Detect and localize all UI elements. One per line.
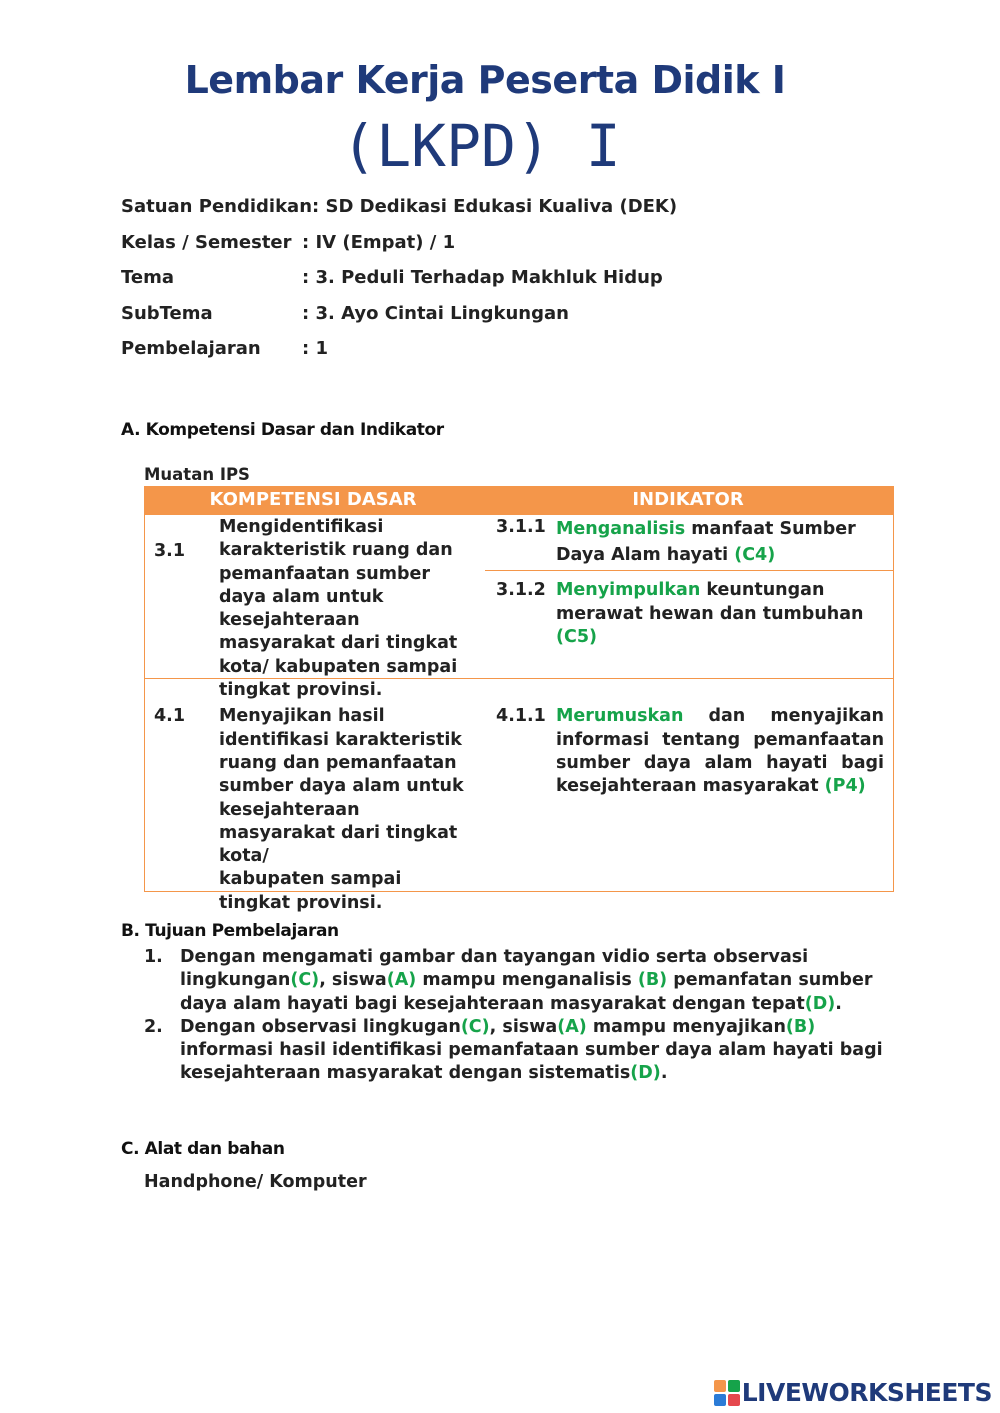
goal-text-part: , siswa [489, 1016, 558, 1037]
indicator-text [552, 702, 894, 915]
info-value: : 3. Ayo Cintai Lingkungan [302, 302, 569, 324]
kd-number: 4.1 [154, 706, 186, 727]
info-value: : 1 [302, 338, 328, 359]
section-b-heading: B. Tujuan Pembelajaran [121, 921, 339, 941]
goal-code: (C) [290, 970, 320, 991]
info-label: Satuan Pendidikan [121, 196, 313, 217]
page-title: Lembar Kerja Peserta Didik I [184, 58, 786, 102]
goal-number: 2. [144, 1016, 163, 1037]
info-block [121, 194, 677, 372]
goals-list [144, 946, 914, 1086]
info-row [121, 194, 677, 230]
goal-code: (A) [557, 1016, 587, 1037]
info-row [121, 336, 677, 372]
goal-code: (D) [804, 993, 836, 1014]
table-divider [485, 570, 894, 571]
goal-text-part: . [660, 1063, 668, 1084]
logo-text: LIVEWORKSHEETS [741, 1378, 992, 1407]
info-row [121, 301, 677, 337]
goal-text-part: , siswa [319, 970, 387, 991]
info-label: SubTema [121, 302, 213, 324]
indicator-verb: Merumuskan [556, 706, 684, 727]
kd-text-line: Menyajikan hasil identifikasi karakteristik ruang dan pemanfaatan sumber daya alam untuk kesejahteraan masyarakat dari tingkat kota/ [219, 706, 464, 867]
indicator-rest: keuntungan merawat hewan dan tumbuhan [556, 580, 864, 624]
goal-text-part: Dengan mengamati gambar dan tayangan vidio serta observasi lingkungan [180, 947, 809, 991]
goal-code: (B) [785, 1016, 816, 1037]
logo-icon [714, 1380, 740, 1406]
goal-text-part: Dengan observasi lingkugan [180, 1016, 461, 1037]
kd-number: 3.1 [154, 541, 186, 561]
indicator-level: (C4) [734, 545, 776, 565]
table-divider [144, 678, 894, 679]
info-label: Tema [121, 267, 174, 288]
column-header-indicator: INDIKATOR [482, 486, 894, 514]
kd-text-line: kabupaten sampai tingkat provinsi. [219, 869, 402, 913]
table-row [144, 702, 894, 915]
info-row [121, 230, 677, 266]
indicator-verb: Menyimpulkan [556, 580, 701, 601]
info-value: : 3. Peduli Terhadap Makhluk Hidup [302, 267, 663, 288]
info-value: : IV (Empat) / 1 [302, 231, 456, 253]
goal-text-part: mampu menganalisis [416, 970, 638, 991]
indicator-number: 3.1.1 [496, 517, 546, 537]
indicator-level: (C5) [556, 627, 598, 648]
list-item [144, 946, 914, 1016]
goal-code: (A) [386, 970, 417, 991]
column-header-kd: KOMPETENSI DASAR [144, 486, 482, 514]
table-divider [144, 514, 894, 515]
indicator-rest: manfaat Sumber Daya Alam hayati [556, 519, 856, 565]
goal-text [180, 946, 914, 1016]
indicator-text [552, 579, 894, 702]
liveworksheets-logo[interactable] [714, 1378, 992, 1407]
list-item [144, 1016, 914, 1086]
goal-text-part: pemanfatan sumber daya alam hayati bagi kesejahteraan masyarakat dengan tepat [180, 970, 873, 1014]
goal-text-part: mampu menyajikan [586, 1016, 786, 1037]
competency-table [144, 486, 894, 915]
info-label: Pembelajaran [121, 338, 261, 359]
goal-text-part: informasi hasil identifikasi pemanfataan sumber daya alam hayati bagi kesejahteraan masyarakat dengan sistematis [180, 1040, 883, 1084]
kd-text: Mengidentifikasi karakteristik ruang dan pemanfaatan sumber daya alam untuk kesejahteraan masyarakat dari tingkat kota/ kabupaten sampai tingkat provinsi. [219, 517, 458, 701]
goal-code: (C) [460, 1016, 490, 1037]
materials-text: Handphone/ Komputer [144, 1172, 367, 1192]
section-c-heading: C. Alat dan bahan [121, 1139, 285, 1159]
kd-text [215, 702, 482, 915]
page-subtitle: (LKPD) I [341, 112, 621, 180]
subject-label: Muatan IPS [144, 465, 250, 484]
indicator-level: (P4) [824, 776, 866, 797]
goal-code: (B) [637, 970, 668, 991]
goal-number: 1. [144, 947, 163, 967]
info-value: : SD Dedikasi Edukasi Kualiva (DEK) [312, 196, 678, 217]
indicator-rest: dan menyajikan informasi tentang pemanfaatan sumber daya alam hayati bagi kesejahteraan masyarakat [556, 706, 885, 797]
indicator-number: 3.1.2 [496, 580, 546, 601]
indicator-number: 4.1.1 [496, 706, 546, 727]
table-header-row [144, 486, 894, 514]
info-row [121, 265, 677, 301]
goal-text-part: . [835, 993, 842, 1014]
info-label: Kelas / Semester [121, 231, 292, 253]
goal-code: (D) [630, 1063, 661, 1084]
indicator-verb: Menganalisis [556, 519, 686, 539]
section-a-heading: A. Kompetensi Dasar dan Indikator [121, 420, 444, 440]
goal-text [180, 1016, 914, 1086]
